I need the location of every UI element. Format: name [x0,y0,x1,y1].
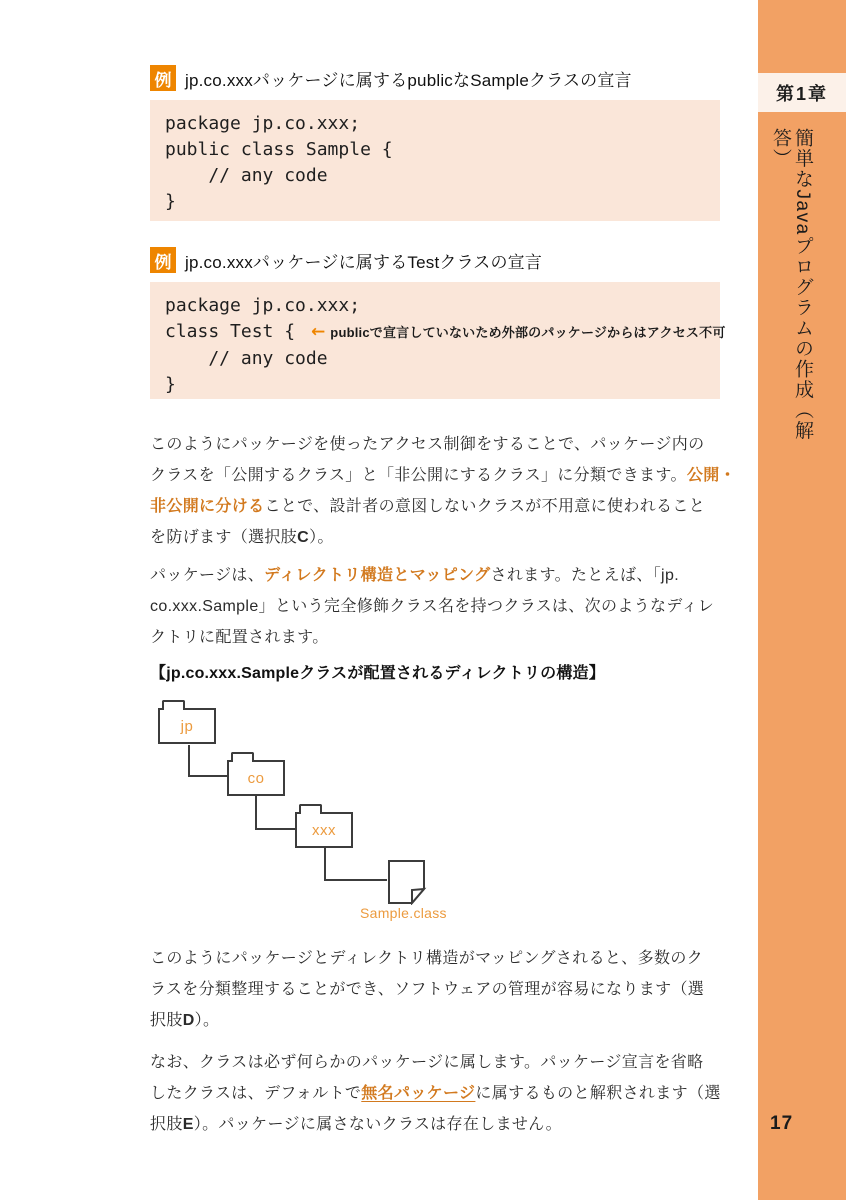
example-title: jp.co.xxxパッケージに属するpublicなSampleクラスの宣言 [185,70,632,90]
text-segment: なお、クラスは必ず何らかのパッケージに属します。パッケージ宣言を省略 [150,1054,704,1071]
code-line [165,346,720,372]
text-segment: クトリに配置されます。 [150,629,329,646]
folder-tab [231,752,254,762]
code-line [165,137,720,163]
text-segment: に属するものと解釈されます（選 [475,1085,721,1102]
text-segment: 公開・ [686,467,736,484]
paragraph-line [150,591,722,622]
code-line [165,319,726,346]
paragraph-line [150,491,722,522]
diagram-heading: 【jp.co.xxx.Sampleクラスが配置されるディレクトリの構造】 [150,665,605,682]
example-title: jp.co.xxxパッケージに属するTestクラスの宣言 [185,252,543,272]
code-text: } [165,191,176,212]
text-segment: 択肢 [150,1012,183,1029]
vertical-chapter-title: 簡単なJavaプログラムの作成（解答） [770,128,813,441]
connector-line [324,847,387,881]
example-badge: 例 [150,247,176,273]
code-text: // any code [165,165,328,186]
text-segment: したクラスは、デフォルトで [150,1085,362,1102]
code-line [165,163,720,189]
code-line [165,111,720,137]
connector-line [188,745,227,777]
connector-line [255,795,295,830]
folder-label: co [247,769,265,787]
code-text: class Test { [165,321,296,342]
text-segment: 択肢 [150,1116,183,1133]
page-number: 17 [770,1113,794,1134]
file-icon [387,859,427,905]
main-column [150,0,736,1140]
text-segment: を防げます（選択肢 [150,529,298,546]
paragraph [150,429,736,553]
text-segment: ）。 [194,1012,220,1029]
text-segment: ラスを分類整理することができ、ソフトウェアの管理が容易になります（選 [150,981,705,998]
code-line [165,189,720,215]
example-heading-1 [150,64,722,92]
folder-tab [299,804,322,814]
code-text: package jp.co.xxx; [165,295,361,316]
text-segment: されます。たとえば、「jp. [490,567,680,584]
code-block-sample-class [150,100,720,221]
code-text: package jp.co.xxx; [165,113,361,134]
text-segment: ）。パッケージに属さないクラスは存在しません。 [193,1116,562,1133]
text-segment: ことで、設計者の意図しないクラスが不用意に使われること [264,498,706,515]
example-badge: 例 [150,65,176,91]
code-line [165,293,720,319]
code-block-test-class [150,282,726,399]
folder-label: jp [180,717,194,735]
paragraph [150,943,722,1036]
folder-icon-co [227,760,285,796]
paragraph [150,1047,722,1140]
paragraph-line [150,522,722,553]
folder-icon-jp [158,708,216,744]
code-text: public class Sample { [165,139,393,160]
paragraph-line [150,1109,722,1140]
paragraph-line [150,460,736,491]
text-segment: co.xxx.Sample」という完全修飾クラス名を持つクラスは、次のようなディレ [150,598,715,615]
paragraph-line [150,622,722,653]
text-segment: パッケージは、 [150,567,265,584]
folder-label: xxx [312,821,336,839]
left-arrow-icon: ← [311,322,326,342]
text-segment: ディレクトリ構造とマッピング [264,567,491,584]
paragraph-line [150,560,722,591]
paragraph-line [150,1078,722,1109]
text-segment: クラスを「公開するクラス」と「非公開にするクラス」に分類できます。 [150,467,687,484]
folder-icon-xxx [295,812,353,848]
paragraph-line [150,974,722,1005]
chapter-badge: 第1章 [758,73,846,112]
file-label: Sample.class [360,905,447,921]
text-segment: このようにパッケージを使ったアクセス制御をすることで、パッケージ内の [150,436,705,453]
folder-tab [162,700,185,710]
paragraph-line [150,1047,722,1078]
code-line [165,372,720,398]
annotation-text: publicで宣言していないため外部のパッケージからはアクセス不可 [330,325,726,340]
text-segment: 非公開に分ける [150,498,265,515]
text-segment: C [297,529,310,546]
example-heading-2 [150,246,722,274]
directory-diagram [150,695,722,927]
code-text: // any code [165,348,328,369]
text-segment: D [182,1012,195,1029]
paragraph-line [150,1005,722,1036]
sidebar-strip [758,0,846,1200]
text-segment: このようにパッケージとディレクトリ構造がマッピングされると、多数のク [150,950,704,967]
text-segment: 無名パッケージ [361,1085,476,1102]
text-segment: ）。 [309,529,334,546]
paragraph [150,560,722,653]
text-segment: E [182,1116,194,1133]
paragraph-line [150,943,722,974]
code-text: } [165,374,176,395]
paragraph-line [150,429,722,460]
